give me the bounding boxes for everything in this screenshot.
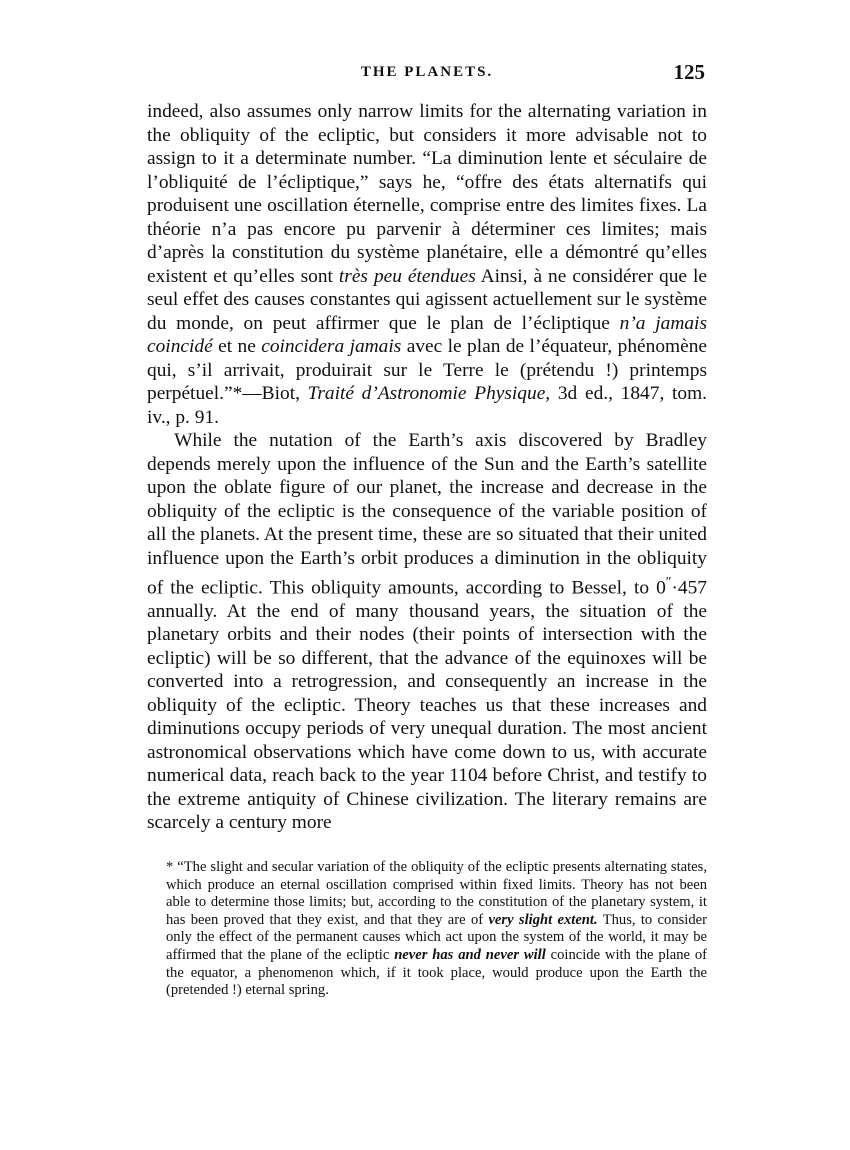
p2-superscript: ″ (665, 574, 672, 589)
book-page (147, 60, 707, 1000)
fn-text-1: * “The slight and secular variation of the obliquity of the ecliptic presents alternating states, which produce an eternal oscillation comprised within fixed limits. Theory has not been able to determine those limits; but, according to the constitution of the planetary system, it has been proved that they exist, and that they are of (165, 858, 707, 928)
fn-italic-1: very slight extent. (488, 911, 598, 928)
p1-text-5: 3d ed., 1847, tom. iv., p. 91. (147, 383, 708, 428)
running-head: THE PLANETS. (360, 64, 494, 80)
p1-italic-4: Traité d’Astronomie Physique, (307, 383, 551, 404)
p1-italic-1: très peu étendues (338, 265, 476, 287)
footnote-paragraph (147, 859, 707, 1000)
page-header (147, 60, 707, 86)
fn-text-2: Thus, to consider only the effect of the permanent causes which act upon the system of the world, it may be affirmed that the plane of the ecliptic (165, 911, 707, 963)
p1-italic-3: coincidera jamais (261, 336, 402, 357)
p1-text-3: et ne (212, 336, 262, 357)
fn-italic-2: never has and never will (394, 946, 546, 963)
p1-text-2: Ainsi, à ne considérer que le seul effet des causes constantes qui agissent actuellement sur le système du monde, on peut affirmer que le plan de l’écliptique (147, 265, 707, 334)
p1-text-1: indeed, also assumes only narrow limits for the alternating variation in the obliquity of the ecliptic, but considers it more advisable not to assign to it a determinate number. “La diminution lente et séculaire de l’obliquité de l’écliptique,” says he, “offre des états alternatifs qui produisent une oscillation éternelle, comprise entre des limites fixes. La théorie n’a pas encore pu parvenir à déterminer ces limites; mais d’après la constitution du système planétaire, elle a démontré qu’elles existent et qu’elles sont (147, 101, 707, 287)
fn-text-3: coincide with the plane of the equator, a phenomenon which, if it took place, would produce upon the Earth the (pretended !) eternal spring. (165, 946, 708, 999)
paragraph-2 (147, 429, 707, 835)
p1-italic-2: n’a jamais coincidé (147, 312, 707, 357)
page-number: 125 (673, 60, 705, 84)
p1-text-4: avec le plan de l’équateur, phénomène qui, s’il arrivait, produirait sur le Terre le (prétendu !) printemps perpétuel.”*—Biot, (147, 336, 708, 404)
footnote (147, 859, 707, 1000)
p2-text-1: While the nutation of the Earth’s axis discovered by Bradley depends merely upon the influence of the Sun and the Earth’s satellite upon the oblate figure of our planet, the increase and decrease in the obliquity of the ecliptic is the consequence of the variable position of all the planets. At the present time, these are so situated that their united influence upon the Earth’s orbit produces a diminution in the obliquity of the ecliptic. This obliquity amounts, according to Bessel, to 0 (147, 430, 707, 599)
paragraph-1 (147, 100, 707, 429)
body-text (147, 100, 707, 835)
p2-text-2: ·457 annually. At the end of many thousand years, the situation of the planetary orbits and their nodes (their points of intersection with the ecliptic) will be so different, that the advance of the equinoxes will be converted into a retrogression, and consequently an increase in the obliquity of the ecliptic. Theory teaches us that these increases and diminutions occupy periods of very unequal duration. The most ancient astronomical observations which have come down to us, with accurate numerical data, reach back to the year 1104 before Christ, and testify to the extreme antiquity of Chinese civilization. The literary remains are scarcely a century more (147, 577, 707, 834)
